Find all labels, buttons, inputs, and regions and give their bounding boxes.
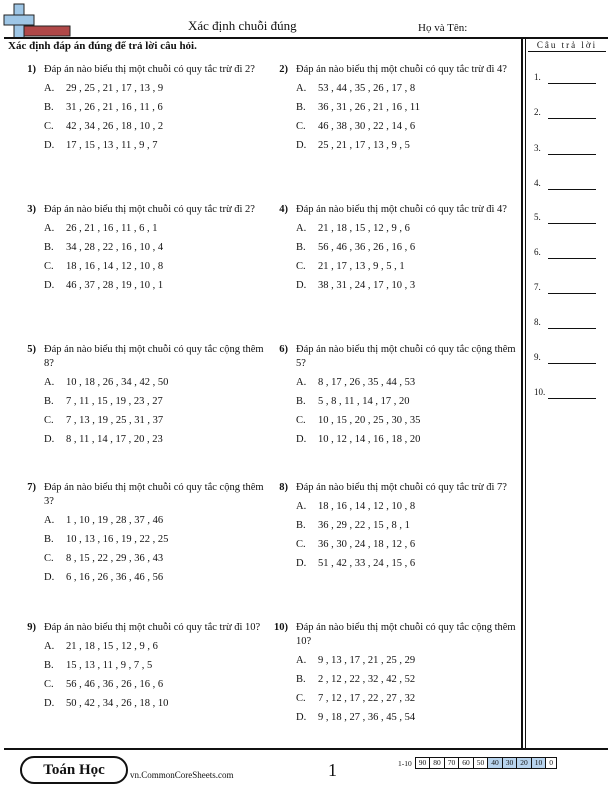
header-divider <box>4 37 608 39</box>
option-letter: C. <box>296 415 306 426</box>
answer-option[interactable] <box>44 414 266 428</box>
answer-option[interactable] <box>296 414 518 428</box>
site-url: vn.CommonCoreSheets.com <box>130 770 234 780</box>
option-value: 36 , 31 , 26 , 21 , 16 , 11 <box>318 102 420 113</box>
answer-blank[interactable] <box>548 328 596 329</box>
option-letter: D. <box>296 712 307 723</box>
page-title: Xác định chuỗi đúng <box>188 18 297 33</box>
score-cell: 80 <box>429 757 445 769</box>
answer-number: 9. <box>534 352 541 362</box>
option-letter: A. <box>296 223 307 234</box>
answer-row[interactable] <box>534 247 594 259</box>
option-value: 36 , 30 , 24 , 18 , 12 , 6 <box>318 539 416 550</box>
option-letter: A. <box>296 377 307 388</box>
option-value: 6 , 16 , 26 , 36 , 46 , 56 <box>66 572 164 583</box>
option-letter: C. <box>44 261 54 272</box>
option-value: 7 , 13 , 19 , 25 , 31 , 37 <box>66 415 164 426</box>
answer-option[interactable] <box>44 533 266 547</box>
question-text: Đáp án nào biểu thị một chuỗi có quy tắc cộng thêm 5? <box>296 344 516 369</box>
answer-panel-border <box>521 37 523 748</box>
question-9 <box>18 621 266 711</box>
option-letter: B. <box>44 396 54 407</box>
answer-row[interactable] <box>534 282 594 294</box>
answer-option[interactable] <box>44 120 266 134</box>
option-letter: A. <box>44 83 55 94</box>
answer-number: 3. <box>534 143 541 153</box>
option-value: 2 , 12 , 22 , 32 , 42 , 52 <box>318 674 416 685</box>
answer-option[interactable] <box>44 571 266 585</box>
option-value: 10 , 18 , 26 , 34 , 42 , 50 <box>66 377 169 388</box>
answer-option[interactable] <box>296 557 518 571</box>
option-letter: D. <box>296 280 307 291</box>
option-letter: B. <box>44 534 54 545</box>
option-value: 7 , 12 , 17 , 22 , 27 , 32 <box>318 693 416 704</box>
answer-number: 2. <box>534 107 541 117</box>
answer-option[interactable] <box>44 514 266 528</box>
option-letter: A. <box>44 223 55 234</box>
option-value: 34 , 28 , 22 , 16 , 10 , 4 <box>66 242 164 253</box>
option-value: 46 , 38 , 30 , 22 , 14 , 6 <box>318 121 416 132</box>
question-text: Đáp án nào biểu thị một chuỗi có quy tắc cộng thêm 8? <box>44 344 264 369</box>
option-letter: A. <box>296 83 307 94</box>
answer-blank[interactable] <box>548 154 596 155</box>
question-number: 8) <box>279 482 288 493</box>
option-value: 42 , 34 , 26 , 18 , 10 , 2 <box>66 121 164 132</box>
answer-blank[interactable] <box>548 363 596 364</box>
answer-blank[interactable] <box>548 83 596 84</box>
answer-option[interactable] <box>44 678 266 692</box>
option-value: 31 , 26 , 21 , 16 , 11 , 6 <box>66 102 163 113</box>
answer-row[interactable] <box>534 107 594 119</box>
option-letter: C. <box>296 539 306 550</box>
question-8 <box>270 481 518 571</box>
answer-number: 4. <box>534 178 541 188</box>
score-cell: 70 <box>444 757 460 769</box>
score-table <box>398 757 557 769</box>
option-letter: D. <box>296 140 307 151</box>
answer-option[interactable] <box>296 120 518 134</box>
option-letter: D. <box>44 140 55 151</box>
answer-row[interactable] <box>534 387 594 399</box>
answer-option[interactable] <box>296 692 518 706</box>
answer-blank[interactable] <box>548 189 596 190</box>
option-letter: B. <box>44 660 54 671</box>
answer-number: 7. <box>534 282 541 292</box>
answer-option[interactable] <box>296 279 518 293</box>
option-value: 18 , 16 , 14 , 12 , 10 , 8 <box>318 501 416 512</box>
answer-row[interactable] <box>534 72 594 84</box>
option-letter: A. <box>44 515 55 526</box>
answer-blank[interactable] <box>548 293 596 294</box>
option-value: 25 , 21 , 17 , 13 , 9 , 5 <box>318 140 410 151</box>
option-value: 10 , 15 , 20 , 25 , 30 , 35 <box>318 415 421 426</box>
option-letter: B. <box>296 396 306 407</box>
option-value: 50 , 42 , 34 , 26 , 18 , 10 <box>66 698 169 709</box>
option-letter: D. <box>44 280 55 291</box>
option-value: 8 , 15 , 22 , 29 , 36 , 43 <box>66 553 164 564</box>
answer-option[interactable] <box>44 659 266 673</box>
option-value: 9 , 18 , 27 , 36 , 45 , 54 <box>318 712 416 723</box>
answer-panel-title: Câu trả lời <box>528 40 606 52</box>
answer-number: 8. <box>534 317 541 327</box>
question-5 <box>18 343 266 447</box>
option-letter: C. <box>44 679 54 690</box>
option-letter: C. <box>296 261 306 272</box>
question-number: 3) <box>27 204 36 215</box>
option-letter: C. <box>44 121 54 132</box>
answer-option[interactable] <box>296 82 518 96</box>
question-number: 1) <box>27 64 36 75</box>
answer-number: 6. <box>534 247 541 257</box>
answer-option[interactable] <box>296 260 518 274</box>
option-letter: B. <box>44 242 54 253</box>
option-letter: C. <box>44 553 54 564</box>
answer-option[interactable] <box>296 433 518 447</box>
answer-option[interactable] <box>44 260 266 274</box>
question-number: 10) <box>274 622 288 633</box>
answer-row[interactable] <box>534 317 594 329</box>
brand-badge: Toán Học <box>20 756 128 784</box>
question-10 <box>270 621 518 725</box>
question-text: Đáp án nào biểu thị một chuỗi có quy tắc cộng thêm 3? <box>44 482 264 507</box>
answer-option[interactable] <box>296 395 518 409</box>
option-letter: D. <box>296 558 307 569</box>
answer-option[interactable] <box>44 222 266 236</box>
question-number: 9) <box>27 622 36 633</box>
option-value: 46 , 37 , 28 , 19 , 10 , 1 <box>66 280 164 291</box>
answer-option[interactable] <box>44 101 266 115</box>
option-value: 36 , 29 , 22 , 15 , 8 , 1 <box>318 520 410 531</box>
answer-option[interactable] <box>296 538 518 552</box>
question-7 <box>18 481 266 585</box>
option-value: 9 , 13 , 17 , 21 , 25 , 29 <box>318 655 416 666</box>
option-letter: B. <box>44 102 54 113</box>
answer-option[interactable] <box>44 640 266 654</box>
option-letter: C. <box>296 121 306 132</box>
question-2 <box>270 63 518 153</box>
answer-option[interactable] <box>296 519 518 533</box>
answer-number: 5. <box>534 212 541 222</box>
option-letter: A. <box>44 641 55 652</box>
answer-row[interactable] <box>534 178 594 190</box>
answer-number: 1. <box>534 72 541 82</box>
question-text: Đáp án nào biểu thị một chuỗi có quy tắc cộng thêm 10? <box>296 622 516 647</box>
score-cell: 60 <box>458 757 474 769</box>
score-cell: 20 <box>516 757 532 769</box>
answer-option[interactable] <box>44 82 266 96</box>
option-letter: D. <box>44 434 55 445</box>
answer-panel-border-inner <box>525 37 526 748</box>
option-value: 21 , 18 , 15 , 12 , 9 , 6 <box>318 223 410 234</box>
question-text: Đáp án nào biểu thị một chuỗi có quy tắc trừ đi 10? <box>44 622 261 633</box>
score-range: 1-10 <box>398 758 412 768</box>
answer-blank[interactable] <box>548 398 596 399</box>
answer-number: 10. <box>534 387 546 397</box>
answer-option[interactable] <box>44 279 266 293</box>
option-letter: D. <box>296 434 307 445</box>
question-text: Đáp án nào biểu thị một chuỗi có quy tắc trừ đi 7? <box>296 482 507 493</box>
option-letter: A. <box>44 377 55 388</box>
option-value: 56 , 46 , 36 , 26 , 16 , 6 <box>318 242 416 253</box>
answer-option[interactable] <box>296 139 518 153</box>
option-letter: D. <box>44 572 55 583</box>
score-cell: 10 <box>531 757 547 769</box>
answer-option[interactable] <box>296 101 518 115</box>
answer-option[interactable] <box>296 241 518 255</box>
score-cell: 30 <box>502 757 518 769</box>
answer-blank[interactable] <box>548 258 596 259</box>
option-letter: C. <box>296 693 306 704</box>
score-cell: 0 <box>545 757 557 769</box>
answer-option[interactable] <box>296 376 518 390</box>
option-letter: C. <box>44 415 54 426</box>
option-letter: B. <box>296 102 306 113</box>
question-text: Đáp án nào biểu thị một chuỗi có quy tắc trừ đi 2? <box>44 64 255 75</box>
answer-option[interactable] <box>44 395 266 409</box>
option-letter: B. <box>296 520 306 531</box>
question-text: Đáp án nào biểu thị một chuỗi có quy tắc trừ đi 4? <box>296 64 507 75</box>
option-value: 15 , 13 , 11 , 9 , 7 , 5 <box>66 660 153 671</box>
option-value: 5 , 8 , 11 , 14 , 17 , 20 <box>318 396 410 407</box>
option-value: 10 , 13 , 16 , 19 , 22 , 25 <box>66 534 169 545</box>
option-value: 38 , 31 , 24 , 17 , 10 , 3 <box>318 280 416 291</box>
answer-option[interactable] <box>44 552 266 566</box>
option-value: 51 , 42 , 33 , 24 , 15 , 6 <box>318 558 416 569</box>
question-6 <box>270 343 518 447</box>
option-letter: D. <box>44 698 55 709</box>
question-number: 6) <box>279 344 288 355</box>
option-value: 56 , 46 , 36 , 26 , 16 , 6 <box>66 679 164 690</box>
plus-logo-icon <box>2 2 72 38</box>
option-value: 21 , 18 , 15 , 12 , 9 , 6 <box>66 641 158 652</box>
answer-option[interactable] <box>296 222 518 236</box>
question-number: 2) <box>279 64 288 75</box>
question-number: 4) <box>279 204 288 215</box>
answer-row[interactable] <box>534 212 594 224</box>
name-label: Họ và Tên: <box>418 22 468 34</box>
option-value: 8 , 11 , 14 , 17 , 20 , 23 <box>66 434 163 445</box>
answer-option[interactable] <box>296 673 518 687</box>
answer-option[interactable] <box>44 241 266 255</box>
answer-blank[interactable] <box>548 223 596 224</box>
option-value: 29 , 25 , 21 , 17 , 13 , 9 <box>66 83 164 94</box>
option-value: 8 , 17 , 26 , 35 , 44 , 53 <box>318 377 416 388</box>
instructions: Xác định đáp án đúng để trả lời câu hỏi. <box>8 40 197 52</box>
option-value: 53 , 44 , 35 , 26 , 17 , 8 <box>318 83 416 94</box>
question-1 <box>18 63 266 153</box>
score-cell: 50 <box>473 757 489 769</box>
option-letter: A. <box>296 501 307 512</box>
option-value: 18 , 16 , 14 , 12 , 10 , 8 <box>66 261 164 272</box>
option-value: 26 , 21 , 16 , 11 , 6 , 1 <box>66 223 158 234</box>
answer-option[interactable] <box>296 654 518 668</box>
option-value: 7 , 11 , 15 , 19 , 23 , 27 <box>66 396 163 407</box>
question-3 <box>18 203 266 293</box>
question-4 <box>270 203 518 293</box>
answer-blank[interactable] <box>548 118 596 119</box>
page-number: 1 <box>328 760 337 780</box>
option-value: 1 , 10 , 19 , 28 , 37 , 46 <box>66 515 164 526</box>
score-cell: 40 <box>487 757 503 769</box>
answer-option[interactable] <box>44 376 266 390</box>
footer-divider <box>4 748 608 750</box>
answer-option[interactable] <box>296 500 518 514</box>
answer-row[interactable] <box>534 352 594 364</box>
option-value: 10 , 12 , 14 , 16 , 18 , 20 <box>318 434 421 445</box>
answer-row[interactable] <box>534 143 594 155</box>
option-letter: B. <box>296 674 306 685</box>
option-letter: A. <box>296 655 307 666</box>
question-number: 7) <box>27 482 36 493</box>
answer-option[interactable] <box>44 433 266 447</box>
question-number: 5) <box>27 344 36 355</box>
option-value: 21 , 17 , 13 , 9 , 5 , 1 <box>318 261 405 272</box>
question-text: Đáp án nào biểu thị một chuỗi có quy tắc trừ đi 4? <box>296 204 507 215</box>
question-text: Đáp án nào biểu thị một chuỗi có quy tắc trừ đi 2? <box>44 204 255 215</box>
answer-option[interactable] <box>296 711 518 725</box>
answer-option[interactable] <box>44 697 266 711</box>
answer-option[interactable] <box>44 139 266 153</box>
score-cell: 90 <box>415 757 431 769</box>
option-letter: B. <box>296 242 306 253</box>
option-value: 17 , 15 , 13 , 11 , 9 , 7 <box>66 140 158 151</box>
